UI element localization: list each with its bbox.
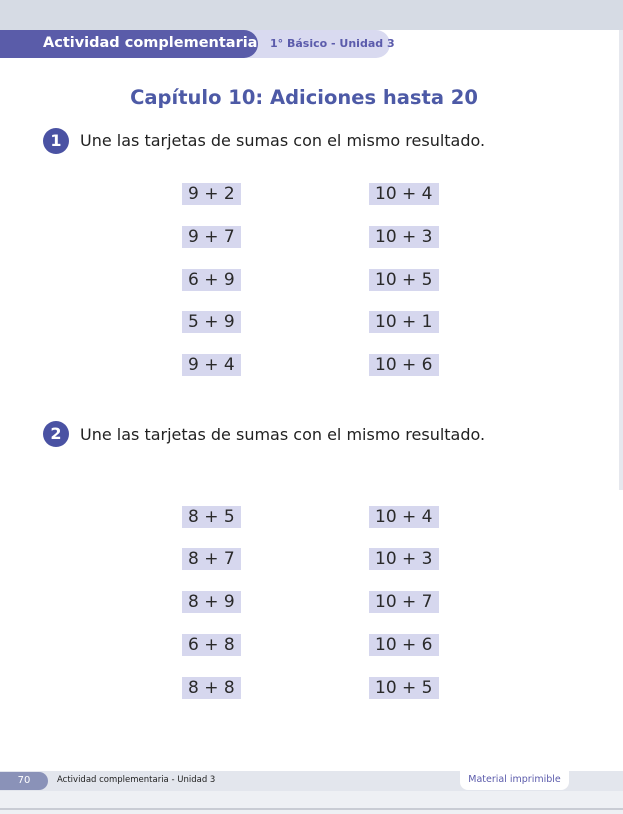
question-2-number: 2 [43, 421, 69, 447]
q2-left-card-2[interactable]: 8 + 7 [182, 548, 241, 570]
header-subtitle: 1° Básico - Unidad 3 [270, 37, 395, 50]
q1-right-card-1[interactable]: 10 + 4 [369, 183, 439, 205]
q2-left-card-5[interactable]: 8 + 8 [182, 677, 241, 699]
q2-left-card-1[interactable]: 8 + 5 [182, 506, 241, 528]
q2-right-card-3[interactable]: 10 + 7 [369, 591, 439, 613]
footer-text: Actividad complementaria - Unidad 3 [57, 775, 216, 785]
header-title: Actividad complementaria [43, 35, 258, 51]
header-title-tab [0, 30, 258, 58]
q2-right-card-2[interactable]: 10 + 3 [369, 548, 439, 570]
q1-right-card-5[interactable]: 10 + 6 [369, 354, 439, 376]
q1-left-card-4[interactable]: 5 + 9 [182, 311, 241, 333]
footer-bottom [0, 791, 623, 814]
q1-right-card-3[interactable]: 10 + 5 [369, 269, 439, 291]
q1-right-card-4[interactable]: 10 + 1 [369, 311, 439, 333]
top-bar [0, 0, 623, 30]
question-1-number: 1 [43, 128, 69, 154]
q1-left-card-1[interactable]: 9 + 2 [182, 183, 241, 205]
q1-left-card-5[interactable]: 9 + 4 [182, 354, 241, 376]
q1-left-card-2[interactable]: 9 + 7 [182, 226, 241, 248]
q2-left-card-3[interactable]: 8 + 9 [182, 591, 241, 613]
q1-left-card-3[interactable]: 6 + 9 [182, 269, 241, 291]
footer-divider [0, 808, 623, 810]
page-number: 70 [0, 772, 48, 790]
question-1-text: Une las tarjetas de sumas con el mismo resultado. [80, 131, 486, 150]
q2-right-card-1[interactable]: 10 + 4 [369, 506, 439, 528]
page-edge [619, 30, 623, 490]
q2-right-card-5[interactable]: 10 + 5 [369, 677, 439, 699]
chapter-title: Capítulo 10: Adiciones hasta 20 [130, 86, 478, 109]
q1-right-card-2[interactable]: 10 + 3 [369, 226, 439, 248]
footer-badge: Material imprimible [460, 771, 569, 790]
q2-left-card-4[interactable]: 6 + 8 [182, 634, 241, 656]
question-2-text: Une las tarjetas de sumas con el mismo resultado. [80, 425, 486, 444]
q2-right-card-4[interactable]: 10 + 6 [369, 634, 439, 656]
